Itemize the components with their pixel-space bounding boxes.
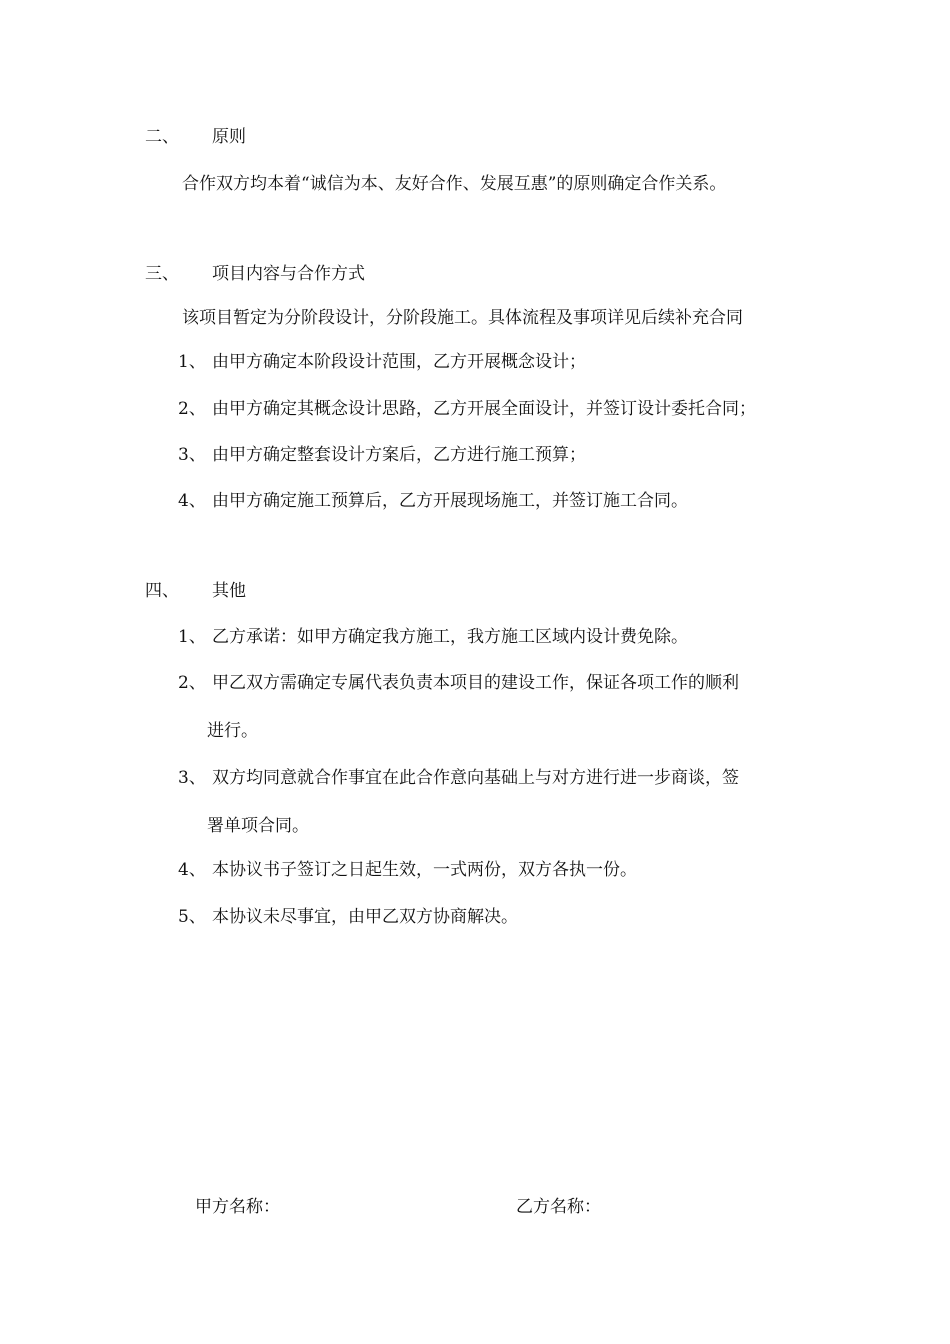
list-item xyxy=(0,625,950,649)
list-item xyxy=(0,858,950,882)
list-item xyxy=(0,766,950,790)
item-text: 由甲方确定其概念设计思路，乙方开展全面设计，并签订设计委托合同； xyxy=(212,399,756,419)
item-text: 乙方承诺：如甲方确定我方施工，我方施工区域内设计费免除。 xyxy=(212,627,688,647)
list-item xyxy=(0,905,950,929)
section-number: 三、 xyxy=(145,264,179,284)
section-two-heading xyxy=(0,125,950,149)
section-title: 项目内容与合作方式 xyxy=(212,264,365,284)
item-number: 2、 xyxy=(178,399,206,419)
item-text: 本协议书子签订之日起生效，一式两份，双方各执一份。 xyxy=(212,860,637,880)
item-text: 由甲方确定施工预算后，乙方开展现场施工，并签订施工合同。 xyxy=(212,491,688,511)
section-three-heading xyxy=(0,262,950,286)
item-text: 由甲方确定本阶段设计范围，乙方开展概念设计； xyxy=(212,352,586,372)
list-item xyxy=(0,489,950,513)
item-number: 3、 xyxy=(178,768,206,788)
section-title: 其他 xyxy=(212,581,246,601)
section-four-heading xyxy=(0,579,950,603)
list-item xyxy=(0,671,950,695)
item-number: 1、 xyxy=(178,627,206,647)
list-item xyxy=(0,443,950,467)
item-text: 双方均同意就合作事宜在此合作意向基础上与对方进行进一步商谈，签 xyxy=(212,768,739,788)
item-continuation: 进行。 xyxy=(207,721,258,741)
item-number: 2、 xyxy=(178,673,206,693)
party-b-name-label: 乙方名称： xyxy=(516,1197,601,1217)
item-number: 4、 xyxy=(178,491,206,511)
item-text: 甲乙双方需确定专属代表负责本项目的建设工作，保证各项工作的顺利 xyxy=(212,673,739,693)
section-two-body: 合作双方均本着“诚信为本、友好合作、发展互惠”的原则确定合作关系。 xyxy=(182,174,727,194)
section-number: 四、 xyxy=(145,581,179,601)
item-number: 3、 xyxy=(178,445,206,465)
item-number: 4、 xyxy=(178,860,206,880)
section-number: 二、 xyxy=(145,127,179,147)
item-number: 1、 xyxy=(178,352,206,372)
section-title: 原则 xyxy=(212,127,246,147)
party-a-name-label: 甲方名称： xyxy=(195,1197,280,1217)
item-text: 由甲方确定整套设计方案后，乙方进行施工预算； xyxy=(212,445,586,465)
list-item xyxy=(0,397,950,421)
item-number: 5、 xyxy=(178,907,206,927)
list-item xyxy=(0,350,950,374)
item-text: 本协议未尽事宜，由甲乙双方协商解决。 xyxy=(212,907,518,927)
section-three-intro: 该项目暂定为分阶段设计，分阶段施工。具体流程及事项详见后续补充合同 xyxy=(182,308,743,328)
item-continuation: 署单项合同。 xyxy=(207,816,309,836)
